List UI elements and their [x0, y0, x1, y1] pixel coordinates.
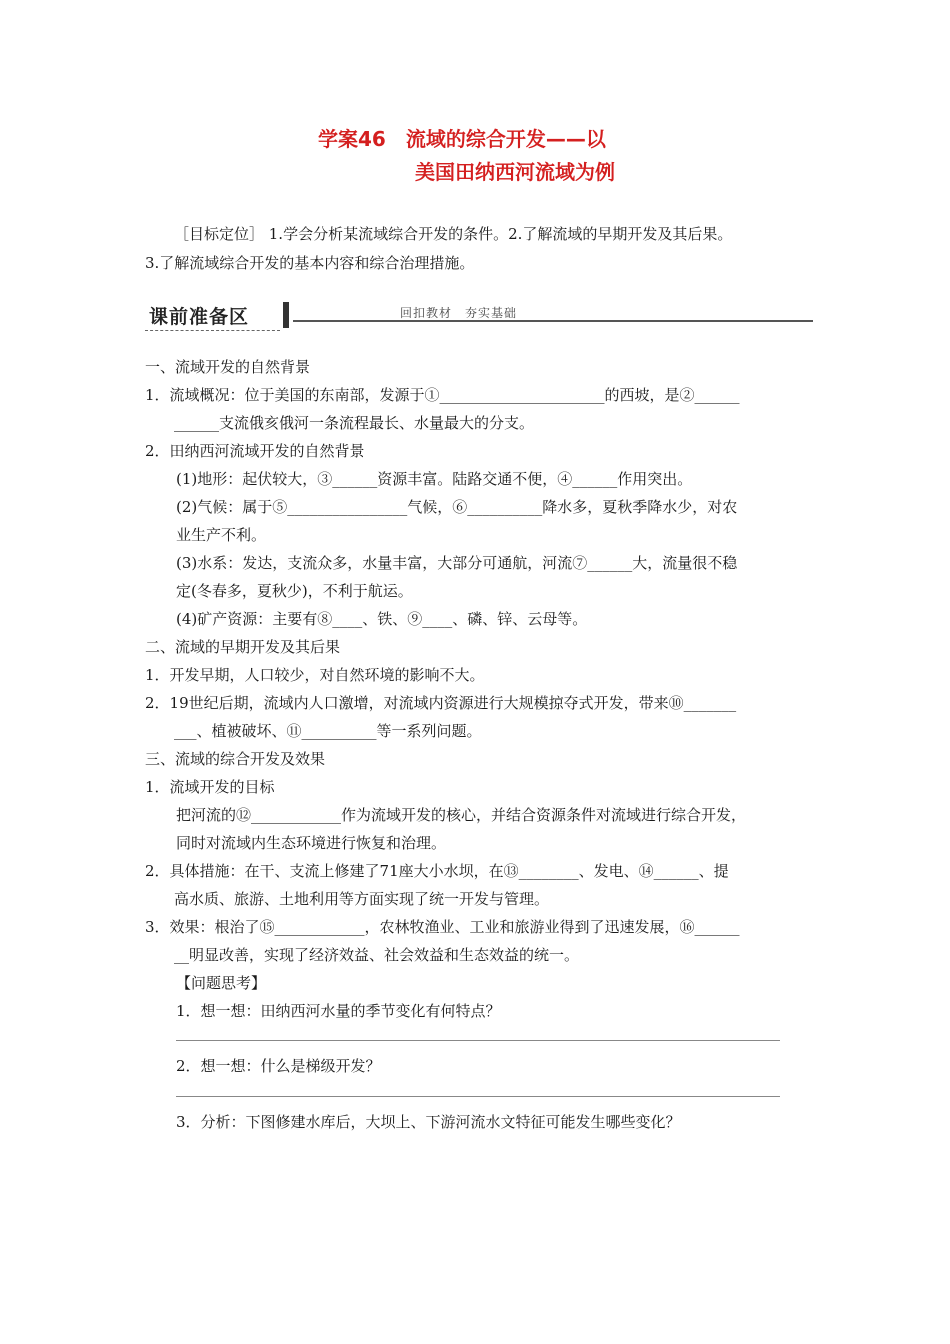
heading-early-development: 二、流域的早期开发及其后果	[145, 638, 341, 656]
section-banner-rule	[293, 320, 813, 322]
item-development-goal: 1．流域开发的目标	[145, 778, 275, 796]
item-terrain: (1)地形：起伏较大，③______资源丰富。陆路交通不便，④______作用突出。	[176, 470, 693, 488]
section-banner	[145, 300, 813, 332]
section-banner-subtitle: 回扣教材 夯实基础	[400, 306, 518, 320]
item-climate-cont: 业生产不利。	[176, 526, 267, 544]
heading-natural-background: 一、流域开发的自然背景	[145, 358, 311, 376]
page-title-line1: 学案46 流域的综合开发——以	[318, 127, 606, 151]
item-minerals: (4)矿产资源：主要有⑧____、铁、⑨____、磷、锌、云母等。	[176, 610, 588, 628]
objectives-line2: 3.了解流域综合开发的基本内容和综合治理措施。	[145, 254, 475, 272]
item-early-period: 1．开发早期，人口较少，对自然环境的影响不大。	[145, 666, 485, 684]
item-natural-background: 2．田纳西河流域开发的自然背景	[145, 442, 365, 460]
question-2: 2．想一想：什么是梯级开发？	[176, 1057, 381, 1075]
objectives-line1: ［目标定位］ 1.学会分析某流域综合开发的条件。2.了解流域的早期开发及其后果。	[174, 225, 733, 243]
item-climate: (2)气候：属于⑤________________气候，⑥__________降水多，夏秋季降水少，对农	[176, 498, 738, 516]
answer-line-2[interactable]	[176, 1096, 780, 1097]
item-water-system-cont: 定(冬春多，夏秋少)，不利于航运。	[176, 582, 413, 600]
page-title-line2: 美国田纳西河流域为例	[415, 160, 615, 184]
section-banner-label: 课前准备区	[149, 306, 250, 328]
item-late-19th-century-cont: ___、植被破坏、⑪__________等一系列问题。	[174, 722, 482, 740]
answer-line-1[interactable]	[176, 1040, 780, 1041]
item-basin-overview: 1．流域概况：位于美国的东南部，发源于①______________________的西坡，是②______	[145, 386, 740, 404]
section-banner-underline	[145, 330, 280, 331]
item-measures-cont: 高水质、旅游、土地利用等方面实现了统一开发与管理。	[174, 890, 550, 908]
heading-comprehensive-development: 三、流域的综合开发及效果	[145, 750, 326, 768]
item-late-19th-century: 2．19世纪后期，流域内人口激增，对流域内资源进行大规模掠夺式开发，带来⑩_______	[145, 694, 737, 712]
question-1: 1．想一想：田纳西河水量的季节变化有何特点？	[176, 1002, 501, 1020]
item-water-system: (3)水系：发达，支流众多，水量丰富，大部分可通航，河流⑦______大，流量很不稳	[176, 554, 738, 572]
item-measures: 2．具体措施：在干、支流上修建了71座大小水坝，在⑬________、发电、⑭______、提	[145, 862, 729, 880]
question-3: 3．分析：下图修建水库后，大坝上、下游河流水文特征可能发生哪些变化？	[176, 1113, 681, 1131]
item-effects: 3．效果：根治了⑮____________，农林牧渔业、工业和旅游业得到了迅速发展，⑯______	[145, 918, 740, 936]
item-effects-cont: __明显改善，实现了经济效益、社会效益和生态效益的统一。	[174, 946, 580, 964]
section-banner-divider	[283, 302, 289, 328]
item-goal-text: 把河流的⑫____________作为流域开发的核心，并结合资源条件对流域进行综合开发，	[176, 806, 747, 824]
item-goal-text-cont: 同时对流域内生态环境进行恢复和治理。	[176, 834, 447, 852]
item-basin-overview-cont: ______支流俄亥俄河一条流程最长、水量最大的分支。	[174, 414, 535, 432]
heading-questions: 【问题思考】	[176, 974, 267, 992]
